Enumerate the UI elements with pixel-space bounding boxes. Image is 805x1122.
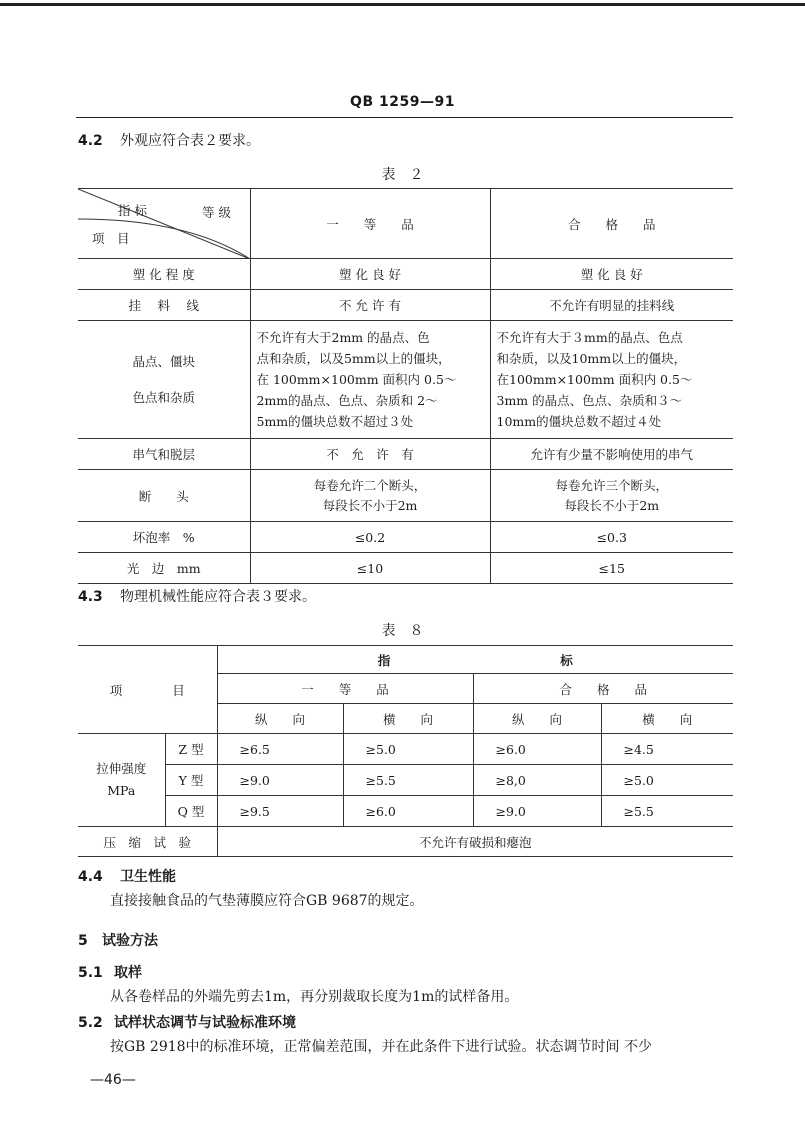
row-item (78, 321, 250, 439)
compress-label: 压 缩 试 验 (78, 827, 217, 857)
row-item: 光 边 mm (78, 553, 250, 584)
section-5 (78, 930, 158, 950)
table-row (78, 796, 733, 827)
col-qualified-grade: 合 格 品 (490, 189, 733, 259)
standard-code: QB 1259—91 (350, 94, 455, 110)
row-type: Q 型 (165, 796, 217, 827)
section-4-4 (78, 866, 176, 886)
table-row (78, 734, 733, 765)
row-item: 挂 料 线 (78, 290, 250, 321)
table3-caption: 表 ８ (381, 623, 424, 639)
section-5-2 (78, 1012, 296, 1032)
corner-indicator: 指 标 (118, 203, 147, 218)
value-cell: ≥5.5 (601, 796, 733, 827)
diagonal-header-cell (78, 189, 250, 259)
row-item: 断 头 (78, 470, 250, 522)
section-number: 4.2 (78, 133, 103, 149)
section-5-1 (78, 962, 142, 982)
row-item: 坏泡率 % (78, 522, 250, 553)
value-cell: ≥5.0 (601, 765, 733, 796)
row-qualified: 塑 化 良 好 (490, 259, 733, 290)
header-grade-qualified: 合 格 品 (473, 674, 733, 704)
section-number: 5 (78, 933, 88, 949)
table-row (78, 290, 733, 321)
table-row (78, 439, 733, 470)
row-first (250, 470, 490, 522)
table-header-row (78, 646, 733, 674)
value-cell: ≥5.5 (343, 765, 473, 796)
value-cell: ≥6.0 (343, 796, 473, 827)
row-first: ≤10 (250, 553, 490, 584)
row-qualified: 允许有少量不影响使用的串气 (490, 439, 733, 470)
text-line: 在100mm×100mm 面积内 0.5～ (496, 372, 693, 387)
header-dir: 纵 向 (217, 704, 343, 734)
row-first (250, 321, 490, 439)
header-grade-first: 一 等 品 (217, 674, 473, 704)
table-row (78, 470, 733, 522)
section-5-2-body: 按GB 2918中的标准环境，正常偏差范围，并在此条件下进行试验。状态调节时间 不少 (110, 1039, 652, 1055)
value-cell: ≥9.5 (217, 796, 343, 827)
row-item-line: 晶点、僵块 (132, 353, 195, 369)
header-dir: 纵 向 (473, 704, 601, 734)
section-number: 5.2 (78, 1015, 103, 1031)
top-rule (0, 3, 805, 6)
table-3 (78, 645, 733, 857)
row-item-line: 色点和杂质 (132, 389, 195, 405)
row-qualified: ≤15 (490, 553, 733, 584)
header-dir: 横 向 (343, 704, 473, 734)
value-cell: ≥9.0 (217, 765, 343, 796)
table-row (78, 259, 733, 290)
page-number: —46— (90, 1072, 136, 1088)
text-line: 5mm的僵块总数不超过３处 (256, 414, 414, 429)
section-text: 物理机械性能应符合表３要求。 (120, 589, 316, 605)
tensile-label-a: 拉伸强度 (96, 761, 147, 776)
row-first: 塑 化 良 好 (250, 259, 490, 290)
value-cell: ≥6.5 (217, 734, 343, 765)
table-row (78, 827, 733, 857)
header-dir: 横 向 (601, 704, 733, 734)
text-line: 每段长不小于2m (322, 497, 418, 513)
header-indicator-b: 标 (560, 652, 573, 668)
text-line: 每卷允许三个断头， (555, 477, 668, 493)
table-row (78, 765, 733, 796)
row-first: 不 允 许 有 (250, 290, 490, 321)
row-qualified (490, 321, 733, 439)
row-qualified: 不允许有明显的挂料线 (490, 290, 733, 321)
tensile-label (78, 734, 165, 827)
corner-grade: 等 级 (202, 205, 231, 220)
section-4-2 (78, 130, 260, 150)
text-line: 3mm 的晶点、色点、杂质和３～ (496, 393, 683, 408)
section-number: 4.3 (78, 589, 103, 605)
value-cell: ≥8,0 (473, 765, 601, 796)
value-cell: ≥9.0 (473, 796, 601, 827)
col-first-grade: 一 等 品 (250, 189, 490, 259)
row-qualified (490, 470, 733, 522)
row-item: 串气和脱层 (78, 439, 250, 470)
section-text: 外观应符合表２要求。 (120, 133, 260, 149)
text-line: 每段长不小于2m (564, 497, 660, 513)
section-title: 试样状态调节与试验标准环境 (114, 1015, 296, 1031)
header-indicator-a: 指 (377, 652, 391, 668)
row-first: ≤0.2 (250, 522, 490, 553)
text-line: 不允许有大于３mm的晶点、色点 (496, 330, 683, 345)
value-cell: ≥6.0 (473, 734, 601, 765)
text-line: 在 100mm×100mm 面积内 0.5～ (256, 372, 457, 387)
value-cell: ≥5.0 (343, 734, 473, 765)
section-4-3 (78, 586, 316, 606)
compress-value: 不允许有破损和瘪泡 (217, 827, 733, 857)
text-line: 点和杂质，以及5mm以上的僵块， (256, 351, 451, 366)
section-number: 4.4 (78, 869, 103, 885)
table-header-row (78, 189, 733, 259)
diagonal-lines (78, 189, 250, 259)
text-line: 10mm的僵块总数不超过４处 (496, 414, 662, 429)
row-qualified: ≤0.3 (490, 522, 733, 553)
table-row (78, 522, 733, 553)
table2-caption: 表 ２ (381, 167, 424, 183)
row-type: Y 型 (165, 765, 217, 796)
text-line: 每卷允许二个断头， (313, 477, 427, 493)
row-first: 不 允 许 有 (250, 439, 490, 470)
header-rule (76, 117, 733, 118)
row-item: 塑 化 程 度 (78, 259, 250, 290)
section-title: 卫生性能 (120, 869, 176, 885)
text-line: 2mm的晶点、色点、杂质和 2～ (256, 393, 438, 408)
value-cell: ≥4.5 (601, 734, 733, 765)
section-title: 试验方法 (102, 933, 158, 949)
table-row (78, 321, 733, 439)
table-row (78, 553, 733, 584)
header-indicator (217, 646, 733, 674)
section-5-1-body: 从各卷样品的外端先剪去1m，再分别裁取长度为1m的试样备用。 (110, 989, 519, 1005)
section-4-4-body: 直接接触食品的气垫薄膜应符合GB 9687的规定。 (110, 893, 424, 909)
text-line: 不允许有大于2mm 的晶点、色 (256, 330, 430, 345)
row-type: Z 型 (165, 734, 217, 765)
header-item: 项 目 (78, 646, 217, 734)
table-2 (78, 188, 733, 584)
section-number: 5.1 (78, 965, 103, 981)
corner-item: 项 目 (92, 231, 130, 246)
tensile-label-b: MPa (107, 783, 136, 798)
text-line: 和杂质，以及10mm以上的僵块， (496, 351, 687, 366)
section-title: 取样 (114, 965, 142, 981)
